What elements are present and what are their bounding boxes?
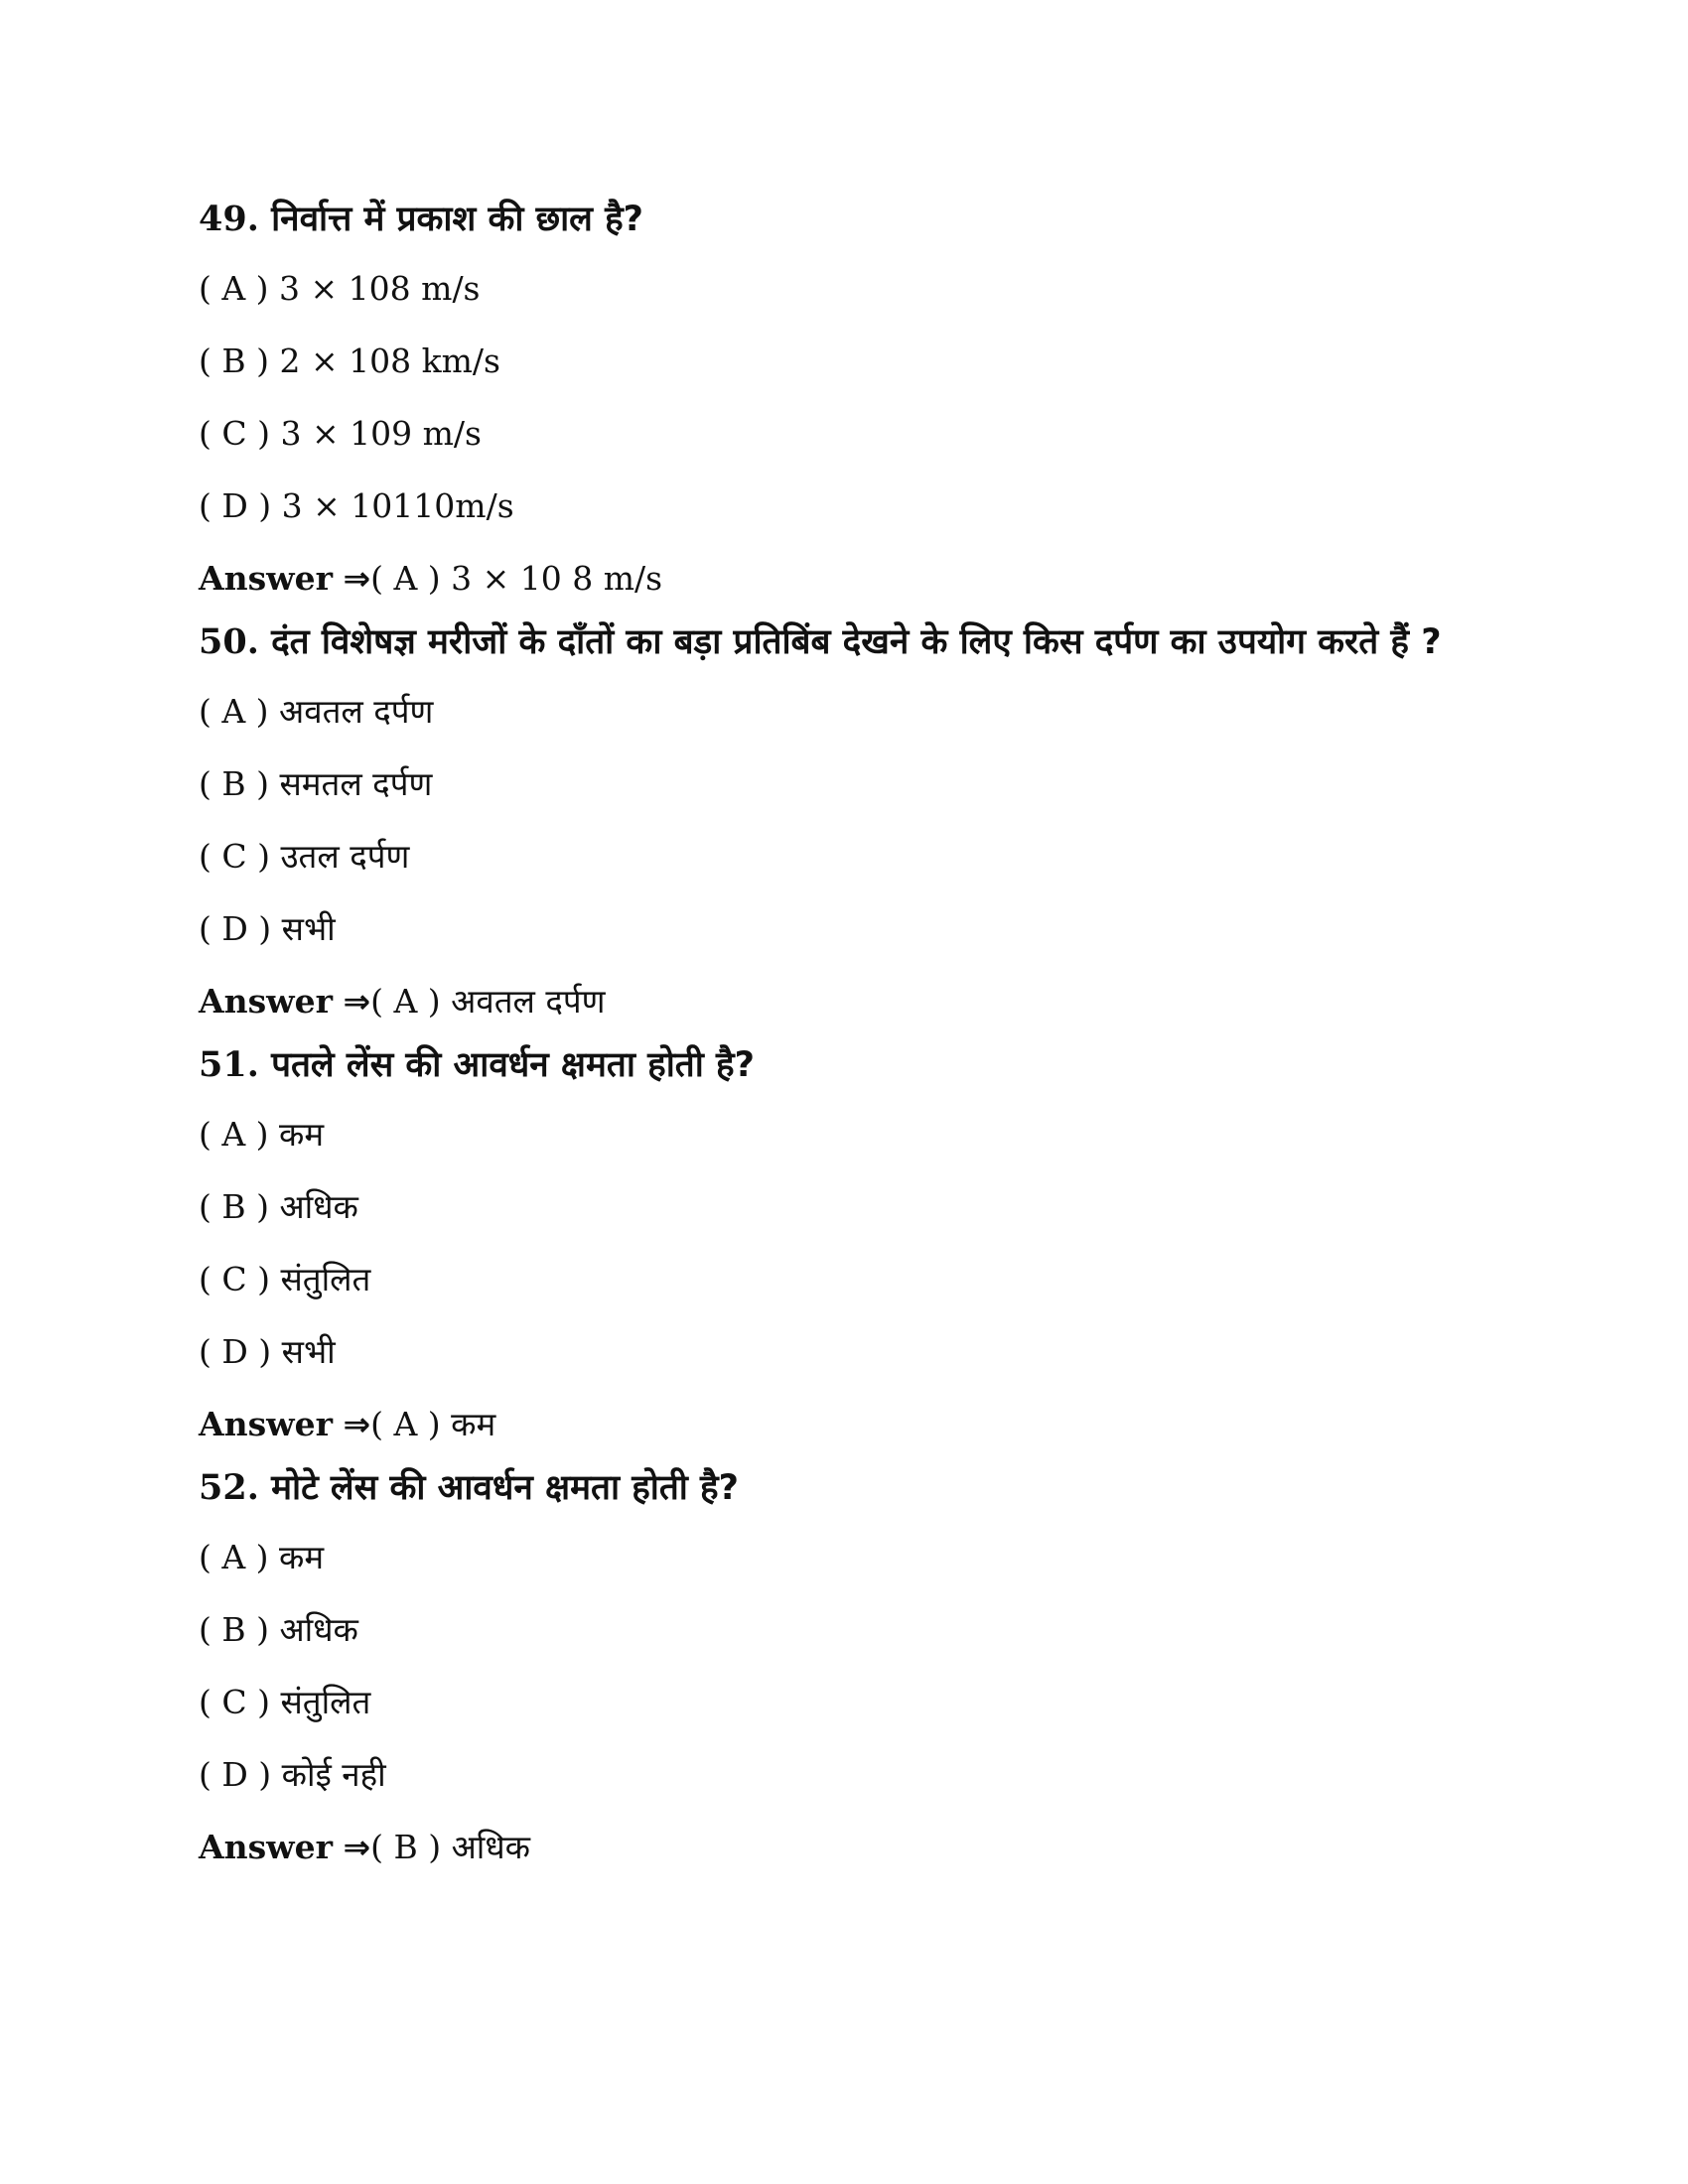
option-d: ( D ) सभी bbox=[199, 909, 336, 948]
option-a: ( A ) कम bbox=[199, 1538, 325, 1576]
option-c: ( C ) 3 × 109 m/s bbox=[199, 414, 482, 453]
answer-label: Answer bbox=[199, 982, 333, 1021]
answer-label: Answer bbox=[199, 1828, 333, 1866]
option-b: ( B ) अधिक bbox=[199, 1187, 358, 1226]
arrow-icon: ⇒ bbox=[343, 1828, 371, 1866]
answer-label: Answer bbox=[199, 1405, 333, 1443]
option-c: ( C ) संतुलित bbox=[199, 1260, 371, 1298]
question-block-51 bbox=[199, 1039, 1489, 1462]
answer-value: ( B ) अधिक bbox=[370, 1828, 530, 1866]
option-b: ( B ) समतल दर्पण bbox=[199, 764, 433, 803]
option-a: ( A ) कम bbox=[199, 1115, 325, 1154]
arrow-icon: ⇒ bbox=[343, 982, 371, 1021]
arrow-icon: ⇒ bbox=[343, 1405, 371, 1443]
question-text: मोटे लेंस की आवर्धन क्षमता होती है? bbox=[271, 1468, 739, 1508]
answer-value: ( A ) कम bbox=[370, 1405, 496, 1443]
option-c: ( C ) उतल दर्पण bbox=[199, 837, 410, 876]
answer-value: ( A ) अवतल दर्पण bbox=[370, 982, 606, 1021]
option-b: ( B ) 2 × 108 km/s bbox=[199, 341, 500, 380]
question-heading bbox=[199, 1462, 1489, 1514]
answer-value: ( A ) 3 × 10 8 m/s bbox=[370, 559, 663, 598]
question-block-52 bbox=[199, 1462, 1489, 1885]
arrow-icon: ⇒ bbox=[343, 559, 371, 598]
question-page bbox=[199, 194, 1489, 1885]
question-block-50 bbox=[199, 616, 1489, 1039]
option-d: ( D ) कोई नही bbox=[199, 1755, 386, 1794]
question-heading bbox=[199, 1039, 1489, 1091]
option-d: ( D ) सभी bbox=[199, 1332, 336, 1371]
question-text: दंत विशेषज्ञ मरीजों के दाँतों का बड़ा प्रतिबिंब देखने के लिए किस दर्पण का उपयोग करते हैं ? bbox=[271, 622, 1442, 662]
question-heading bbox=[199, 194, 1489, 245]
option-d: ( D ) 3 × 10110m/s bbox=[199, 486, 514, 525]
question-number: 51. bbox=[199, 1044, 259, 1085]
answer-label: Answer bbox=[199, 559, 333, 598]
answer-line bbox=[199, 1818, 1489, 1885]
question-heading bbox=[199, 616, 1489, 668]
answer-line bbox=[199, 972, 1489, 1039]
question-number: 50. bbox=[199, 621, 259, 662]
answer-line bbox=[199, 1395, 1489, 1462]
question-number: 52. bbox=[199, 1467, 259, 1508]
answer-line bbox=[199, 549, 1489, 616]
option-c: ( C ) संतुलित bbox=[199, 1683, 371, 1721]
option-b: ( B ) अधिक bbox=[199, 1610, 358, 1649]
question-text: पतले लेंस की आवर्धन क्षमता होती है? bbox=[271, 1045, 755, 1085]
option-a: ( A ) 3 × 108 m/s bbox=[199, 269, 481, 308]
question-text: निर्वात्त में प्रकाश की छाल है? bbox=[271, 200, 643, 239]
option-a: ( A ) अवतल दर्पण bbox=[199, 692, 434, 731]
question-block-49 bbox=[199, 194, 1489, 616]
question-number: 49. bbox=[199, 199, 259, 239]
